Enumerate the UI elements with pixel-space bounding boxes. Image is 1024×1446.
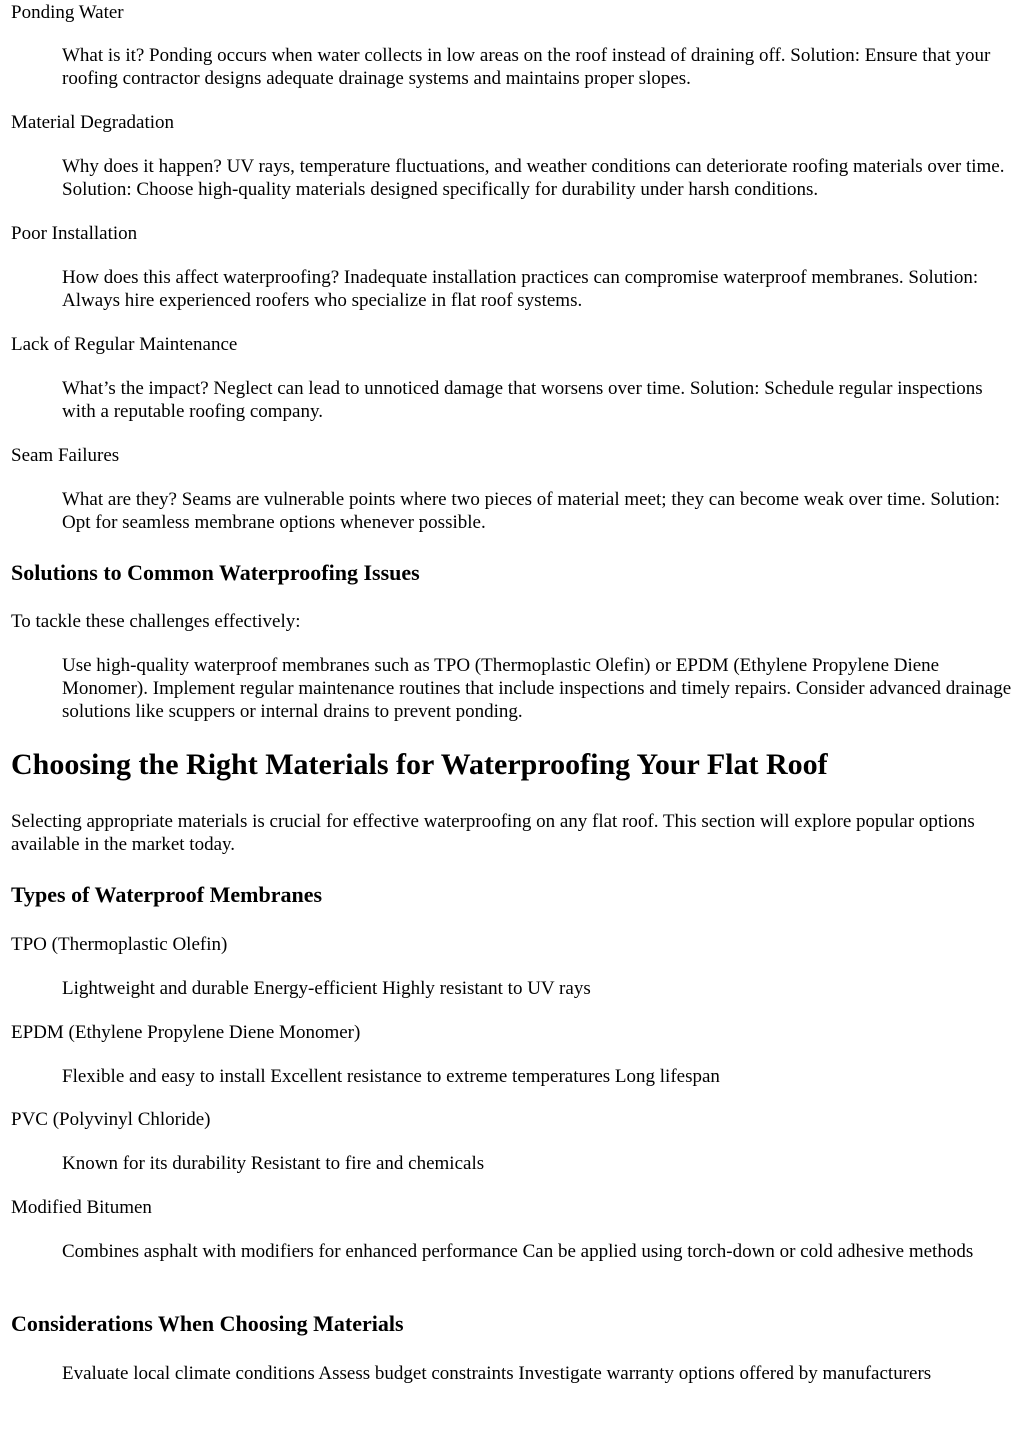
membranes-heading: Types of Waterproof Membranes — [11, 882, 323, 907]
membrane-term-tpo: TPO (Thermoplastic Olefin) — [11, 934, 228, 955]
considerations-list: Evaluate local climate conditions Assess budget constraints Investigate warranty options offered by manufacturers — [62, 1363, 932, 1384]
issue-term-material-degradation: Material Degradation — [11, 112, 175, 133]
issue-description-seam-failures: What are they? Seams are vulnerable points where two pieces of material meet; they can become weak over time. Solution: Opt for seamless membrane options whenever possible. — [62, 489, 1001, 533]
solutions-intro: To tackle these challenges effectively: — [11, 611, 301, 632]
materials-heading: Choosing the Right Materials for Waterproofing Your Flat Roof — [11, 748, 828, 781]
issue-term-poor-installation: Poor Installation — [11, 223, 138, 244]
materials-intro: Selecting appropriate materials is crucial for effective waterproofing on any flat roof. This section will explore popular options available in the market today. — [11, 811, 975, 855]
issue-term-ponding-water: Ponding Water — [11, 2, 124, 23]
issue-term-seam-failures: Seam Failures — [11, 445, 120, 466]
membrane-description-tpo: Lightweight and durable Energy-efficient Highly resistant to UV rays — [62, 978, 591, 999]
considerations-heading: Considerations When Choosing Materials — [11, 1311, 404, 1336]
membrane-description-epdm: Flexible and easy to install Excellent resistance to extreme temperatures Long lifespan — [62, 1066, 720, 1087]
issue-description-lack-of-maintenance: What’s the impact? Neglect can lead to unnoticed damage that worsens over time. Solution: Schedule regular inspections with a reputable roofing company. — [62, 378, 983, 422]
membrane-description-modified-bitumen: Combines asphalt with modifiers for enhanced performance Can be applied using torch-down or cold adhesive methods — [62, 1241, 974, 1262]
membrane-term-epdm: EPDM (Ethylene Propylene Diene Monomer) — [11, 1022, 361, 1043]
issue-description-poor-installation: How does this affect waterproofing? Inadequate installation practices can compromise waterproof membranes. Solution: Always hire experienced roofers who specialize in flat roof systems. — [62, 267, 979, 311]
solutions-list: Use high-quality waterproof membranes such as TPO (Thermoplastic Olefin) or EPDM (Ethylene Propylene Diene Monomer). Implement regular maintenance routines that include inspections and timely repairs. Consider advanced drainage solutions like scuppers or internal drains to prevent ponding. — [62, 655, 1012, 722]
membrane-term-pvc: PVC (Polyvinyl Chloride) — [11, 1109, 211, 1130]
solutions-heading: Solutions to Common Waterproofing Issues — [11, 560, 420, 585]
issue-description-ponding-water: What is it? Ponding occurs when water collects in low areas on the roof instead of draining off. Solution: Ensure that your roofing contractor designs adequate drainage systems and maintains proper slopes. — [62, 45, 991, 89]
membrane-term-modified-bitumen: Modified Bitumen — [11, 1197, 152, 1218]
issue-term-lack-of-maintenance: Lack of Regular Maintenance — [11, 334, 238, 355]
issue-description-material-degradation: Why does it happen? UV rays, temperature fluctuations, and weather conditions can deteriorate roofing materials over time. Solution: Choose high-quality materials designed specifically for durability under harsh conditions. — [62, 156, 1005, 200]
membrane-description-pvc: Known for its durability Resistant to fire and chemicals — [62, 1153, 485, 1174]
